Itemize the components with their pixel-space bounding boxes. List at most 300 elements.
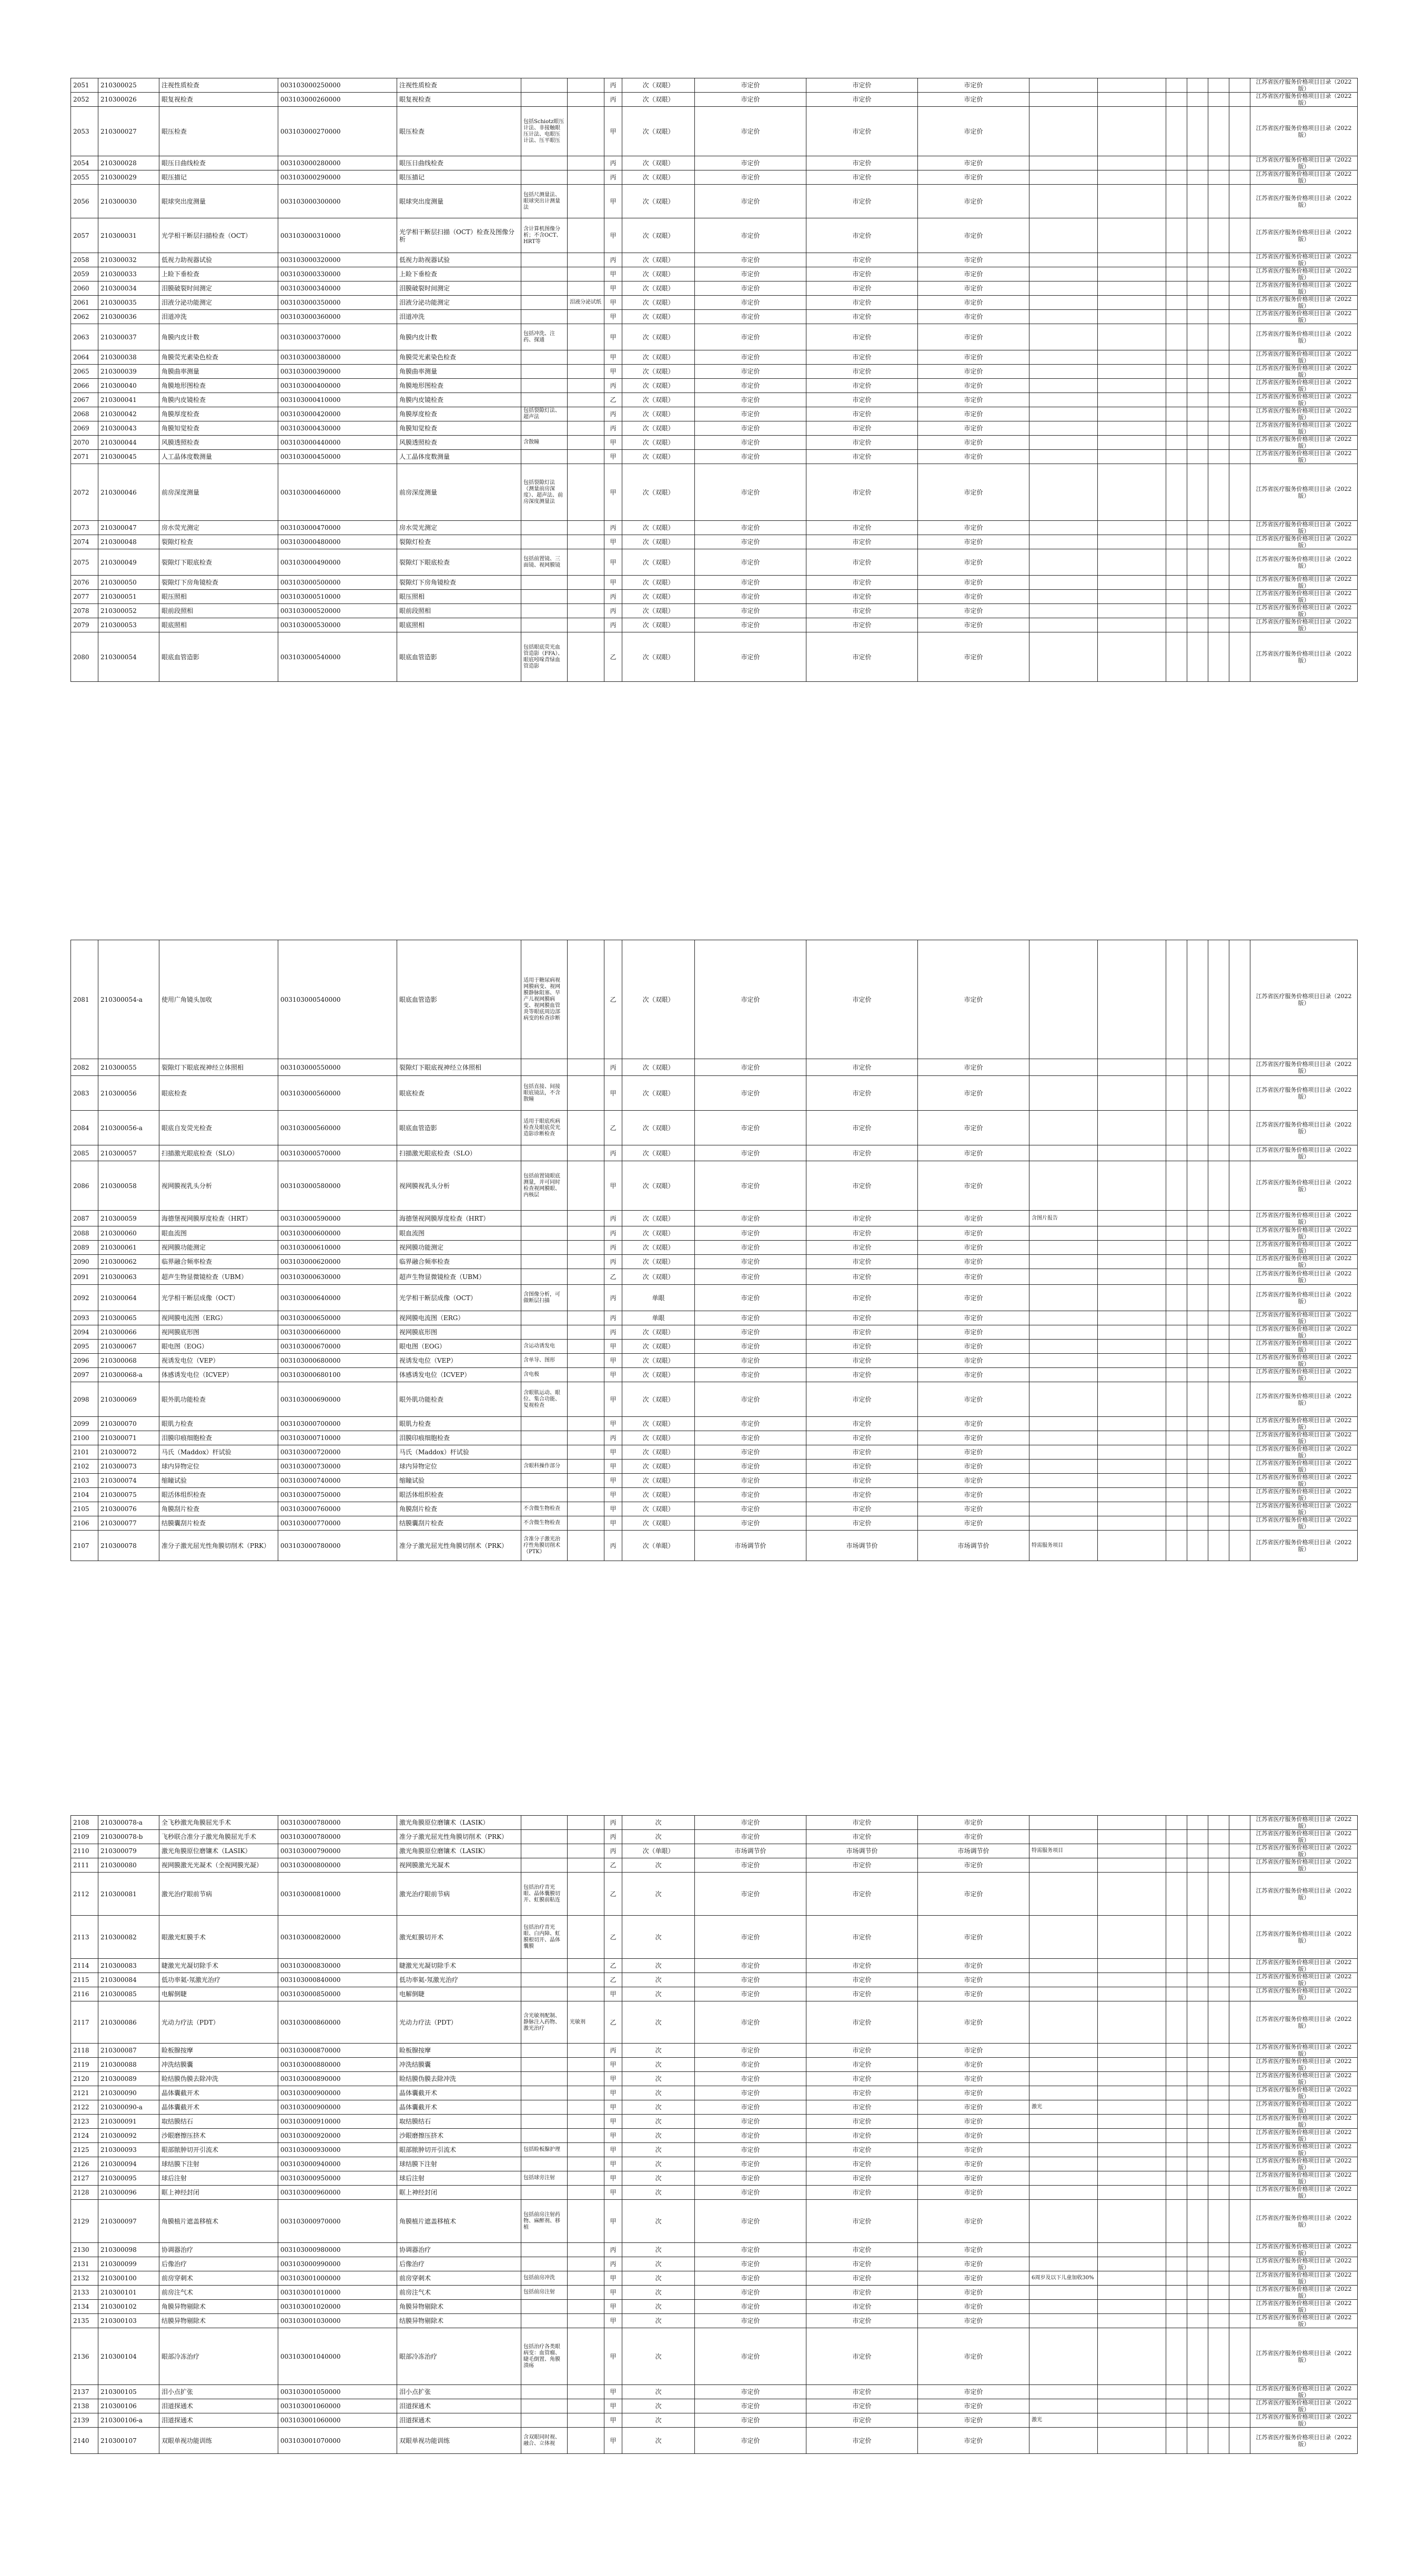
cell-code: 210300085	[98, 1987, 159, 2001]
cell-empty	[1187, 2100, 1208, 2115]
cell-desc	[521, 1445, 568, 1460]
cell-note	[1029, 107, 1098, 156]
cell-name: 低功率氦-氖激光治疗	[159, 1973, 278, 1987]
cell-empty	[1098, 2100, 1166, 2115]
cell-code: 210300078	[98, 1531, 159, 1561]
cell-p3: 市定价	[695, 450, 806, 464]
cell-empty	[1166, 281, 1187, 296]
cell-cat: 甲	[604, 1502, 622, 1516]
cell-note	[1029, 464, 1098, 521]
cell-note	[1029, 2300, 1098, 2314]
cell-empty	[1229, 1531, 1250, 1561]
table-row	[71, 2385, 1358, 2399]
cell-p2: 市定价	[806, 1241, 918, 1255]
cell-p1: 市定价	[918, 2044, 1029, 2058]
cell-empty	[1208, 2100, 1229, 2115]
cell-ref: 江苏省医疗服务价格项目目录（2022版）	[1250, 1816, 1358, 1830]
cell-excl	[568, 2100, 604, 2115]
cell-cat: 丙	[604, 2243, 622, 2257]
cell-ref: 江苏省医疗服务价格项目目录（2022版）	[1250, 2314, 1358, 2328]
cell-nname: 眼血流图	[397, 1226, 521, 1241]
cell-empty	[1187, 2428, 1208, 2454]
cell-empty	[1098, 2399, 1166, 2413]
cell-p3: 市定价	[695, 1368, 806, 1382]
cell-excl: 光敏剂	[568, 2001, 604, 2044]
cell-p3: 市定价	[695, 1059, 806, 1076]
cell-empty	[1098, 1488, 1166, 1502]
cell-excl	[568, 1431, 604, 1445]
cell-empty	[1229, 1502, 1250, 1516]
cell-empty	[1208, 1959, 1229, 1973]
cell-desc	[521, 604, 568, 618]
cell-name: 眼压检查	[159, 107, 278, 156]
cell-name: 眼肌力检查	[159, 1417, 278, 1431]
cell-unit: 次（双眼）	[622, 576, 695, 590]
cell-empty	[1098, 1460, 1166, 1474]
cell-name: 缩瞳试验	[159, 1474, 278, 1488]
cell-empty	[1166, 1531, 1187, 1561]
cell-p2: 市定价	[806, 1460, 918, 1474]
cell-empty	[1098, 2186, 1166, 2200]
table-row	[71, 521, 1358, 535]
cell-code: 210300098	[98, 2243, 159, 2257]
cell-ncode: 003103000420000	[278, 407, 397, 421]
cell-empty	[1098, 1076, 1166, 1111]
cell-ncode: 003103000730000	[278, 1460, 397, 1474]
cell-empty	[1166, 1916, 1187, 1959]
cell-no: 2128	[71, 2186, 98, 2200]
cell-p2: 市定价	[806, 1059, 918, 1076]
cell-p1: 市定价	[918, 1474, 1029, 1488]
cell-excl	[568, 2328, 604, 2385]
cell-p3: 市定价	[695, 1973, 806, 1987]
cell-ncode: 003103000440000	[278, 436, 397, 450]
cell-ncode: 003103000620000	[278, 1255, 397, 1269]
cell-desc: 包括前房注射	[521, 2286, 568, 2300]
cell-desc	[521, 2314, 568, 2328]
cell-cat: 甲	[604, 2385, 622, 2399]
cell-note	[1029, 350, 1098, 365]
cell-nname: 光动力疗法（PDT）	[397, 2001, 521, 2044]
cell-ncode: 003103000750000	[278, 1488, 397, 1502]
cell-ncode: 003103000520000	[278, 604, 397, 618]
cell-p3: 市定价	[695, 436, 806, 450]
cell-unit: 次	[622, 2143, 695, 2157]
cell-note	[1029, 1516, 1098, 1531]
cell-ref: 江苏省医疗服务价格项目目录（2022版）	[1250, 1111, 1358, 1145]
cell-empty	[1229, 218, 1250, 253]
cell-name: 全飞秒激光角膜屈光手术	[159, 1816, 278, 1830]
cell-note	[1029, 2001, 1098, 2044]
cell-ref: 江苏省医疗服务价格项目目录（2022版）	[1250, 2157, 1358, 2171]
cell-code: 210300048	[98, 535, 159, 549]
cell-p3: 市定价	[695, 2257, 806, 2271]
cell-desc: 包括尺测量法、眼球突出计测量法	[521, 185, 568, 218]
cell-p3: 市定价	[695, 2129, 806, 2143]
cell-empty	[1166, 296, 1187, 310]
cell-empty	[1187, 1059, 1208, 1076]
cell-desc	[521, 393, 568, 407]
cell-ncode: 003103000650000	[278, 1311, 397, 1325]
cell-ncode: 003103000500000	[278, 576, 397, 590]
table-row	[71, 1445, 1358, 1460]
cell-cat: 甲	[604, 324, 622, 350]
cell-p1: 市定价	[918, 940, 1029, 1059]
cell-cat: 甲	[604, 2314, 622, 2328]
cell-cat: 甲	[604, 2428, 622, 2454]
cell-p2: 市定价	[806, 604, 918, 618]
cell-name: 角膜荧光素染色检查	[159, 350, 278, 365]
cell-desc	[521, 2072, 568, 2086]
cell-name: 临界融合频率检查	[159, 1255, 278, 1269]
cell-unit: 次（双眼）	[622, 1269, 695, 1285]
cell-p1: 市定价	[918, 156, 1029, 170]
cell-name: 眼电图（EOG）	[159, 1340, 278, 1354]
table-row	[71, 393, 1358, 407]
cell-ref: 江苏省医疗服务价格项目目录（2022版）	[1250, 350, 1358, 365]
cell-empty	[1187, 253, 1208, 267]
table-row	[71, 107, 1358, 156]
cell-empty	[1187, 2243, 1208, 2257]
cell-ncode: 003103000460000	[278, 464, 397, 521]
cell-empty	[1229, 1488, 1250, 1502]
cell-excl	[568, 1111, 604, 1145]
cell-cat: 乙	[604, 1873, 622, 1916]
cell-note	[1029, 1076, 1098, 1111]
cell-empty	[1098, 535, 1166, 549]
cell-empty	[1098, 2428, 1166, 2454]
cell-ncode: 003103001040000	[278, 2328, 397, 2385]
cell-p3: 市定价	[695, 1873, 806, 1916]
cell-ncode: 003103000320000	[278, 253, 397, 267]
cell-empty	[1187, 1285, 1208, 1311]
cell-ref: 江苏省医疗服务价格项目目录（2022版）	[1250, 156, 1358, 170]
cell-empty	[1166, 1145, 1187, 1161]
cell-p2: 市定价	[806, 576, 918, 590]
cell-name: 角膜内皮镜检查	[159, 393, 278, 407]
cell-empty	[1187, 576, 1208, 590]
cell-empty	[1187, 1368, 1208, 1382]
cell-ref: 江苏省医疗服务价格项目目录（2022版）	[1250, 1959, 1358, 1973]
cell-note	[1029, 296, 1098, 310]
cell-nname: 缩瞳试验	[397, 1474, 521, 1488]
cell-empty	[1229, 1431, 1250, 1445]
cell-desc	[521, 310, 568, 324]
cell-empty	[1187, 1241, 1208, 1255]
cell-empty	[1208, 2171, 1229, 2186]
cell-cat: 甲	[604, 365, 622, 379]
cell-p3: 市定价	[695, 1830, 806, 1844]
cell-name: 海德堡视网膜厚度检查（HRT）	[159, 1211, 278, 1226]
cell-note	[1029, 632, 1098, 682]
cell-p3: 市定价	[695, 107, 806, 156]
cell-p1: 市定价	[918, 2001, 1029, 2044]
cell-empty	[1187, 1474, 1208, 1488]
cell-empty	[1229, 1325, 1250, 1340]
cell-p2: 市定价	[806, 1516, 918, 1531]
cell-p3: 市定价	[695, 253, 806, 267]
cell-p1: 市定价	[918, 549, 1029, 576]
cell-p2: 市定价	[806, 350, 918, 365]
cell-ncode: 003103000570000	[278, 1145, 397, 1161]
cell-empty	[1229, 407, 1250, 421]
cell-excl	[568, 267, 604, 281]
cell-empty	[1208, 1354, 1229, 1368]
cell-empty	[1208, 393, 1229, 407]
cell-excl	[568, 1161, 604, 1211]
cell-p1: 市定价	[918, 2186, 1029, 2200]
cell-empty	[1208, 324, 1229, 350]
cell-no: 2092	[71, 1285, 98, 1311]
cell-empty	[1098, 1368, 1166, 1382]
cell-ncode: 003103000850000	[278, 1987, 397, 2001]
cell-empty	[1229, 2086, 1250, 2100]
cell-name: 眼血流图	[159, 1226, 278, 1241]
cell-empty	[1187, 1211, 1208, 1226]
table-row	[71, 2286, 1358, 2300]
cell-empty	[1098, 2072, 1166, 2086]
cell-name: 泪液分泌功能测定	[159, 296, 278, 310]
cell-p2: 市定价	[806, 407, 918, 421]
cell-empty	[1187, 421, 1208, 436]
cell-empty	[1229, 1111, 1250, 1145]
cell-note	[1029, 1285, 1098, 1311]
cell-p2: 市定价	[806, 1858, 918, 1873]
cell-ncode: 003103000280000	[278, 156, 397, 170]
cell-empty	[1229, 1916, 1250, 1959]
cell-empty	[1166, 576, 1187, 590]
cell-ncode: 003103000490000	[278, 549, 397, 576]
cell-code: 210300042	[98, 407, 159, 421]
cell-empty	[1208, 1340, 1229, 1354]
cell-ref: 江苏省医疗服务价格项目目录（2022版）	[1250, 1844, 1358, 1858]
cell-p1: 市定价	[918, 1161, 1029, 1211]
cell-empty	[1166, 1502, 1187, 1516]
cell-p3: 市定价	[695, 464, 806, 521]
cell-unit: 次（单眼）	[622, 1844, 695, 1858]
cell-empty	[1098, 2385, 1166, 2399]
cell-p3: 市定价	[695, 1226, 806, 1241]
cell-p3: 市定价	[695, 2100, 806, 2115]
cell-no: 2065	[71, 365, 98, 379]
cell-empty	[1166, 2186, 1187, 2200]
cell-empty	[1208, 365, 1229, 379]
cell-empty	[1187, 1255, 1208, 1269]
cell-empty	[1098, 1161, 1166, 1211]
cell-p2: 市定价	[806, 324, 918, 350]
cell-note	[1029, 1959, 1098, 1973]
cell-nname: 沙眼磨擦压挤术	[397, 2129, 521, 2143]
cell-empty	[1166, 1340, 1187, 1354]
table-row	[71, 1255, 1358, 1269]
cell-code: 210300071	[98, 1431, 159, 1445]
cell-empty	[1098, 2086, 1166, 2100]
cell-ncode: 003103000360000	[278, 310, 397, 324]
table-row	[71, 1354, 1358, 1368]
cell-no: 2131	[71, 2257, 98, 2271]
cell-note: 激光	[1029, 2413, 1098, 2428]
cell-excl	[568, 1830, 604, 1844]
cell-note	[1029, 535, 1098, 549]
cell-nname: 角膜地形图检查	[397, 379, 521, 393]
cell-excl	[568, 407, 604, 421]
cell-name: 眼球突出度测量	[159, 185, 278, 218]
table-row	[71, 1844, 1358, 1858]
cell-desc: 含眼肌运动、眼位、集合功能、复视检查	[521, 1382, 568, 1417]
cell-cat: 甲	[604, 1368, 622, 1382]
cell-desc: 包括治疗各类眼病变：血管瘤、睫毛倒置、角膜溃疡	[521, 2328, 568, 2385]
cell-empty	[1229, 590, 1250, 604]
cell-nname: 超声生物显微镜检查（UBM）	[397, 1269, 521, 1285]
cell-empty	[1098, 1340, 1166, 1354]
cell-nname: 双眼单视功能训练	[397, 2428, 521, 2454]
cell-p3: 市定价	[695, 324, 806, 350]
cell-note	[1029, 185, 1098, 218]
cell-excl	[568, 1973, 604, 1987]
cell-no: 2129	[71, 2200, 98, 2243]
cell-ncode: 003103000710000	[278, 1431, 397, 1445]
cell-empty	[1187, 93, 1208, 107]
cell-empty	[1098, 267, 1166, 281]
cell-note	[1029, 1916, 1098, 1959]
cell-excl	[568, 1816, 604, 1830]
cell-ref: 江苏省医疗服务价格项目目录（2022版）	[1250, 267, 1358, 281]
cell-nname: 睑板腺按摩	[397, 2044, 521, 2058]
cell-p3: 市定价	[695, 2072, 806, 2086]
cell-code: 210300056-a	[98, 1111, 159, 1145]
cell-p1: 市定价	[918, 436, 1029, 450]
cell-p3: 市定价	[695, 2044, 806, 2058]
cell-note	[1029, 1340, 1098, 1354]
cell-desc: 包括冲洗、注药、探通	[521, 324, 568, 350]
cell-unit: 次（双眼）	[622, 1382, 695, 1417]
cell-empty	[1187, 1844, 1208, 1858]
cell-unit: 次（双眼）	[622, 253, 695, 267]
cell-no: 2086	[71, 1161, 98, 1211]
cell-empty	[1229, 450, 1250, 464]
cell-p1: 市定价	[918, 521, 1029, 535]
cell-desc	[521, 618, 568, 632]
cell-empty	[1187, 1531, 1208, 1561]
cell-nname: 角膜植片遮盖移植术	[397, 2200, 521, 2243]
cell-ncode: 003103000340000	[278, 281, 397, 296]
cell-ncode: 003103000690000	[278, 1382, 397, 1417]
cell-empty	[1098, 450, 1166, 464]
cell-p2: 市定价	[806, 1340, 918, 1354]
cell-p3: 市定价	[695, 1325, 806, 1340]
cell-nname: 眼球突出度测量	[397, 185, 521, 218]
cell-excl	[568, 1269, 604, 1285]
cell-empty	[1098, 549, 1166, 576]
table-row	[71, 2157, 1358, 2171]
cell-empty	[1098, 93, 1166, 107]
cell-empty	[1229, 185, 1250, 218]
cell-name: 光学相干断层成像（OCT）	[159, 1285, 278, 1311]
cell-cat: 甲	[604, 2399, 622, 2413]
cell-cat: 甲	[604, 2300, 622, 2314]
cell-no: 2112	[71, 1873, 98, 1916]
cell-name: 准分子激光屈光性角膜切削术（PRK）	[159, 1531, 278, 1561]
cell-code: 210300073	[98, 1460, 159, 1474]
cell-desc: 包括治疗青光眼、晶体囊膜切开、虹膜前粘连	[521, 1873, 568, 1916]
cell-unit: 次（双眼）	[622, 324, 695, 350]
cell-p1: 市定价	[918, 296, 1029, 310]
cell-empty	[1166, 1269, 1187, 1285]
cell-empty	[1098, 107, 1166, 156]
table-row	[71, 1417, 1358, 1431]
cell-empty	[1208, 2300, 1229, 2314]
table-row	[71, 267, 1358, 281]
cell-unit: 次	[622, 1830, 695, 1844]
cell-nname: 眶上神经封闭	[397, 2186, 521, 2200]
cell-nname: 角膜刮片检查	[397, 1502, 521, 1516]
cell-empty	[1098, 1059, 1166, 1076]
table-row	[71, 218, 1358, 253]
cell-cat: 甲	[604, 2115, 622, 2129]
cell-empty	[1208, 310, 1229, 324]
cell-empty	[1166, 1226, 1187, 1241]
cell-p3: 市定价	[695, 1516, 806, 1531]
cell-excl	[568, 450, 604, 464]
cell-nname: 球内异物定位	[397, 1460, 521, 1474]
cell-nname: 泪道探通术	[397, 2399, 521, 2413]
cell-empty	[1098, 1269, 1166, 1285]
cell-p2: 市定价	[806, 1830, 918, 1844]
cell-ref: 江苏省医疗服务价格项目目录（2022版）	[1250, 2428, 1358, 2454]
cell-empty	[1187, 2186, 1208, 2200]
cell-cat: 丙	[604, 1311, 622, 1325]
table-row	[71, 1211, 1358, 1226]
cell-no: 2101	[71, 1445, 98, 1460]
cell-empty	[1208, 281, 1229, 296]
cell-nname: 视网膜电流图（ERG）	[397, 1311, 521, 1325]
cell-empty	[1187, 521, 1208, 535]
cell-desc	[521, 521, 568, 535]
table-row	[71, 2186, 1358, 2200]
cell-empty	[1166, 1858, 1187, 1873]
cell-ncode: 003103000860000	[278, 2001, 397, 2044]
cell-p2: 市定价	[806, 450, 918, 464]
cell-ncode: 003103000550000	[278, 1059, 397, 1076]
cell-ref: 江苏省医疗服务价格项目目录（2022版）	[1250, 1987, 1358, 2001]
cell-code: 210300050	[98, 576, 159, 590]
cell-ref: 江苏省医疗服务价格项目目录（2022版）	[1250, 93, 1358, 107]
cell-desc: 包括裂隙灯法、超声法	[521, 407, 568, 421]
cell-p2: 市定价	[806, 590, 918, 604]
cell-empty	[1166, 1445, 1187, 1460]
cell-ncode: 003103001060000	[278, 2399, 397, 2413]
cell-unit: 次	[622, 2058, 695, 2072]
cell-unit: 次（双眼）	[622, 1111, 695, 1145]
cell-empty	[1098, 1987, 1166, 2001]
cell-excl	[568, 940, 604, 1059]
cell-desc	[521, 267, 568, 281]
cell-cat: 丙	[604, 1285, 622, 1311]
table-row	[71, 1959, 1358, 1973]
cell-code: 210300046	[98, 464, 159, 521]
cell-note: 激光	[1029, 2100, 1098, 2115]
cell-empty	[1187, 535, 1208, 549]
cell-empty	[1098, 2058, 1166, 2072]
cell-unit: 次（双眼）	[622, 1474, 695, 1488]
cell-ncode: 003103000370000	[278, 324, 397, 350]
cell-ref: 江苏省医疗服务价格项目目录（2022版）	[1250, 521, 1358, 535]
cell-unit: 次（双眼）	[622, 450, 695, 464]
cell-excl	[568, 1502, 604, 1516]
cell-ref: 江苏省医疗服务价格项目目录（2022版）	[1250, 450, 1358, 464]
cell-no: 2075	[71, 549, 98, 576]
cell-p2: 市定价	[806, 1076, 918, 1111]
